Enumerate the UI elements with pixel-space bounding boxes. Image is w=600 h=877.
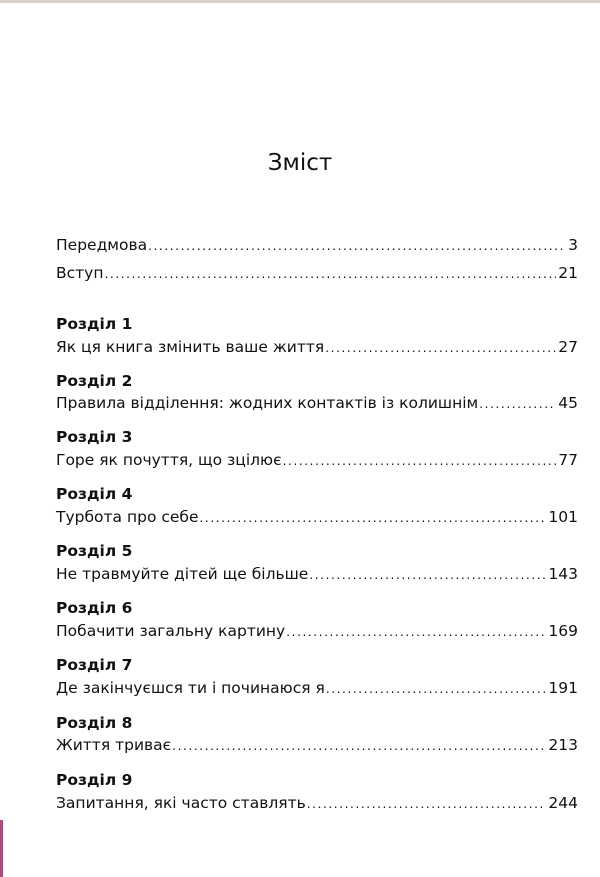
- dot-leader: [326, 682, 547, 696]
- toc-entry-page: 27: [558, 338, 578, 356]
- toc-entry-label: Турбота про себе: [56, 508, 199, 526]
- toc-entry-label: Передмова: [56, 236, 148, 254]
- dot-leader: [307, 797, 547, 811]
- toc-entry-label: Життя триває: [56, 736, 172, 754]
- toc-entry-chapter-3: [56, 451, 578, 469]
- toc-entry-chapter-4: [56, 508, 578, 526]
- toc-entry-chapter-5: [56, 565, 578, 583]
- toc-entry-page: 213: [548, 736, 578, 754]
- dot-leader: [286, 625, 546, 639]
- toc-entry-chapter-2: [56, 394, 578, 412]
- page-left-edge-mark: [0, 820, 3, 877]
- dot-leader: [479, 397, 556, 411]
- toc-entry-page: 169: [548, 622, 578, 640]
- toc-entry-label: Запитання, які часто ставлять: [56, 794, 306, 812]
- dot-leader: [283, 454, 557, 468]
- chapter-heading: Розділ 5: [56, 542, 133, 560]
- toc-entry-page: 244: [548, 794, 578, 812]
- toc-entry-label: Як ця книга змінить ваше життя: [56, 338, 325, 356]
- chapter-heading: Розділ 7: [56, 656, 133, 674]
- toc-entry-page: 45: [558, 394, 578, 412]
- dot-leader: [200, 511, 547, 525]
- toc-entry-label: Не травмуйте дітей ще більше: [56, 565, 309, 583]
- chapter-heading: Розділ 2: [56, 372, 133, 390]
- chapter-heading: Розділ 4: [56, 485, 133, 503]
- chapter-heading: Розділ 8: [56, 714, 133, 732]
- toc-entry-chapter-6: [56, 622, 578, 640]
- chapter-heading: Розділ 3: [56, 428, 133, 446]
- toc-entry-label: Вступ: [56, 264, 104, 282]
- chapter-heading: Розділ 9: [56, 771, 133, 789]
- toc-entry-page: 77: [558, 451, 578, 469]
- toc-entry-chapter-7: [56, 679, 578, 697]
- chapter-heading: Розділ 6: [56, 599, 133, 617]
- toc-entry-page: 21: [558, 264, 578, 282]
- toc-entry-chapter-1: [56, 338, 578, 356]
- dot-leader: [148, 239, 566, 253]
- dot-leader: [309, 568, 546, 582]
- toc-entry-page: 143: [548, 565, 578, 583]
- toc-entry-label: Побачити загальну картину: [56, 622, 286, 640]
- dot-leader: [325, 341, 556, 355]
- page-top-edge: [0, 0, 600, 3]
- toc-entry-page: 191: [548, 679, 578, 697]
- toc-entry-label: Де закінчуєшся ти і починаюся я: [56, 679, 325, 697]
- toc-entry-page: 101: [548, 508, 578, 526]
- toc-entry-label: Правила відділення: жодних контактів із колишнім: [56, 394, 479, 412]
- page-title: Зміст: [267, 150, 333, 176]
- toc-entry-chapter-8: [56, 736, 578, 754]
- toc-entry-chapter-9: [56, 794, 578, 812]
- toc-entry-page: 3: [568, 236, 578, 254]
- dot-leader: [172, 739, 546, 753]
- chapter-heading: Розділ 1: [56, 315, 133, 333]
- toc-entry-foreword: [56, 236, 578, 254]
- toc-entry-label: Горе як почуття, що зцілює: [56, 451, 282, 469]
- toc-entry-introduction: [56, 264, 578, 282]
- dot-leader: [105, 267, 557, 281]
